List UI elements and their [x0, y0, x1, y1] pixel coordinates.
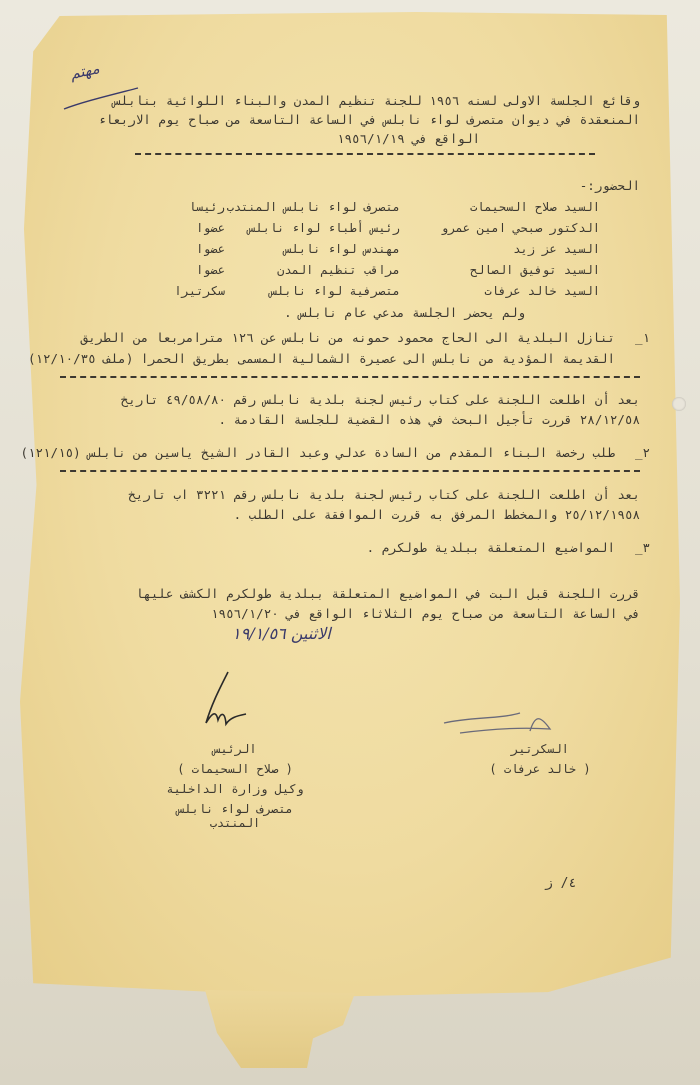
item-1-divider — [60, 376, 640, 378]
punch-hole — [672, 397, 686, 411]
absent-note: ولم يحضر الجلسة مدعي عام نابلس . — [284, 305, 525, 320]
member-name: السيد توفيق الصالح — [469, 263, 600, 277]
member-role: سكرتيرا — [174, 284, 225, 298]
chair-block — [150, 742, 320, 830]
member-role: عضوا — [196, 242, 225, 256]
member-name: السيد صلاح السحيمات — [469, 200, 600, 214]
chair-line-2: وكيل وزارة الداخلية — [166, 782, 304, 796]
member-role: رئيسا — [188, 200, 225, 214]
member-title: مهندس لواء نابلس — [284, 242, 400, 256]
item-1-text-1: تنازل البلدية الى الحاج محمود حمونه من نابلس عن ١٢٦ مترامربعا من الطريق — [80, 330, 615, 345]
footer-page-mark: ٤/ ز — [545, 876, 577, 891]
member-title: رئيس أطباء لواء نابلس — [248, 221, 400, 235]
corner-handwritten-note: مهتم — [68, 59, 102, 83]
member-role: عضوا — [196, 221, 225, 235]
item-2-decision-1: بعد أن اطلعت اللجنة على كتاب رئيس لجنة بلدية نابلس رقم ٣٢٢١ اب تاريخ — [128, 487, 640, 502]
member-name: الدكتور صبحي امين عمرو — [441, 221, 600, 235]
item-2-number: ٢_ — [634, 445, 650, 460]
member-name: السيد خالد عرفات — [484, 284, 600, 298]
header-line-3: الواقع في ١٩٥٦/١/١٩ — [337, 131, 480, 146]
closing-line-2: في الساعة التاسعة من صباح يوم الثلاثاء الواقع في ١٩٥٦/١/٢٠ — [211, 606, 640, 621]
chair-title: الرئيس — [213, 742, 257, 756]
header-line-1: وقائع الجلسة الاولى لسنه ١٩٥٦ للجنة تنظيم المدن والبناء اللوائية بنابلس — [113, 93, 640, 108]
secretary-name: ( خالد عرفات ) — [489, 762, 591, 776]
header-divider — [135, 153, 595, 155]
attendance-heading: الحضور:- — [579, 178, 640, 193]
item-2-text-1: طلب رخصة البناء المقدم من السادة عدلي وعبد القادر الشيخ ياسين من نابلس (١٢١/١٥) — [20, 445, 615, 460]
item-3-number: ٣_ — [634, 540, 650, 555]
item-1-number: ١_ — [634, 330, 650, 345]
member-title: متصرف لواء نابلس المنتدب — [226, 200, 400, 214]
chair-name: ( صلاح السحيمات ) — [177, 762, 293, 776]
member-name: السيد عز زيد — [513, 242, 600, 256]
handwritten-date-note: الاثنين ١٩/١/٥٦ — [232, 624, 331, 643]
item-1-decision-2: ٢٨/١٢/٥٨ قررت تأجيل البحث في هذه القضية للجلسة القادمة . — [218, 412, 640, 427]
item-3-text-1: المواضيع المتعلقة ببلدية طولكرم . — [366, 540, 615, 555]
item-2-divider — [60, 470, 640, 472]
chair-signature-scribble — [190, 668, 250, 738]
member-title: مراقب تنظيم المدن — [277, 263, 400, 277]
member-role: عضوا — [196, 263, 225, 277]
item-2-decision-2: ٢٥/١٢/١٩٥٨ والمخطط المرفق به قررت الموافقة على الطلب . — [233, 507, 640, 522]
secretary-block — [460, 742, 620, 776]
secretary-title: السكرتير — [511, 742, 569, 756]
item-1-text-2: القديمة المؤدية من نابلس الى عصيرة الشمالية المسمى بطريق الحمرا (ملف ١٢/١٠/٣٥) — [27, 351, 615, 366]
member-title: متصرفية لواء نابلس — [269, 284, 400, 298]
item-1-decision-1: بعد أن اطلعت اللجنة على كتاب رئيس لجنة بلدية نابلس رقم ٤٩/٥٨/٨٠ تاريخ — [120, 392, 640, 407]
chair-line-3: متصرف لواء نابلس المنتدب — [177, 802, 293, 830]
closing-line-1: قررت اللجنة قبل البت في المواضيع المتعلقة ببلدية طولكرم الكشف عليها — [135, 586, 640, 601]
secretary-signature-scribble — [440, 705, 570, 745]
header-line-2: المنعقدة في ديوان متصرف لواء نابلس في الساعة التاسعة من صباح يوم الاربعاء — [98, 112, 640, 127]
document-sheet — [20, 12, 680, 997]
